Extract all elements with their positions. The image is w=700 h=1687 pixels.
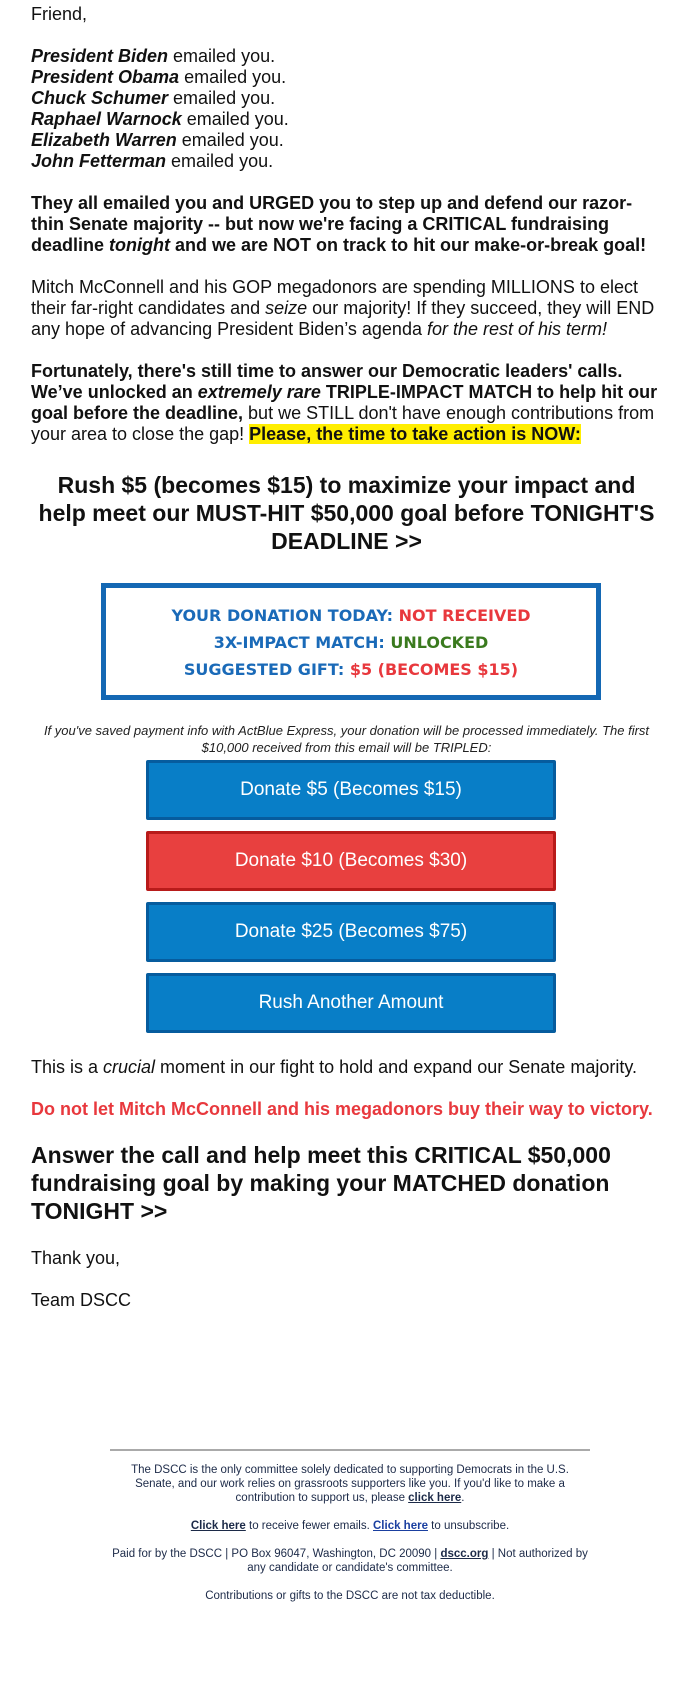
emailer-item: President Biden emailed you. [31,46,276,66]
donation-status-box [101,583,601,700]
express-note: If you've saved payment info with ActBlue Express, your donation will be processed immediately. The first $10,000 received from this email will be TRIPLED: [43,723,650,755]
donate-10-button[interactable]: Donate $10 (Becomes $30) [146,831,556,891]
emailer-item: Raphael Warnock emailed you. [31,109,289,129]
thanks: Thank you, [31,1248,121,1268]
donate-25-button[interactable]: Donate $25 (Becomes $75) [146,902,556,962]
paragraph-match: Fortunately, there's still time to answer our Democratic leaders' calls. We’ve unlocked an extremely rare TRIPLE-IMPACT MATCH to help hit our goal before the deadline, but we STILL don't have enough contributions from your area to close the gap! Please, the time to take action is NOW: [31,361,658,444]
donate-5-button[interactable]: Donate $5 (Becomes $15) [146,760,556,820]
footer-tax: Contributions or gifts to the DSCC are not tax deductible. [205,1590,495,1602]
footer-about: The DSCC is the only committee solely dedicated to supporting Democrats in the U.S. Senate, and our work relies on grassroots supporters like you. If you'd like to make a contribution to support us, please click here. [131,1464,569,1504]
paragraph-urged: They all emailed you and URGED you to step up and defend our razor-thin Senate majority -- but now we're facing a CRITICAL fundraising deadline tonight and we are NOT on track to hit our make-or-break goal! [31,193,647,255]
status-row-donation: YOUR DONATION TODAY: NOT RECEIVED [171,606,531,625]
unsubscribe-link[interactable]: Click here [373,1520,428,1532]
emailer-item: John Fetterman emailed you. [31,151,274,171]
emailer-item: Elizabeth Warren emailed you. [31,130,284,150]
signature: Team DSCC [31,1290,132,1310]
contribute-link[interactable]: click here [408,1492,462,1504]
dscc-site-link[interactable]: dscc.org [440,1548,489,1560]
greeting: Friend, [31,4,88,24]
footer-email-prefs: Click here to receive fewer emails. Click here to unsubscribe. [190,1520,510,1532]
emailer-item: Chuck Schumer emailed you. [31,88,276,108]
fewer-emails-link[interactable]: Click here [190,1520,246,1532]
emailer-list [31,46,662,172]
paragraph-mcconnell: Mitch McConnell and his GOP megadonors are spending MILLIONS to elect their far-right candidates and seize our majority! If they succeed, they will END any hope of advancing President Biden’s agenda for the rest of his term! [31,277,655,339]
paragraph-crucial: This is a crucial moment in our fight to hold and expand our Senate majority. [31,1057,637,1077]
other-amount-button[interactable]: Rush Another Amount [146,973,556,1033]
closing-headline-link[interactable]: Answer the call and help meet this CRITICAL $50,000 fundraising goal by making your MATCHED donation TONIGHT >> [31,1142,611,1224]
headline-link[interactable]: Rush $5 (becomes $15) to maximize your impact and help meet our MUST-HIT $50,000 goal before TONIGHT'S DEADLINE >> [38,472,655,554]
highlighted-call-to-action: Please, the time to take action is NOW: [249,424,581,444]
status-row-gift: SUGGESTED GIFT: $5 (BECOMES $15) [183,660,519,679]
status-row-match: 3X-IMPACT MATCH: UNLOCKED [213,633,489,652]
emailer-item: President Obama emailed you. [31,67,287,87]
footer-disclaimer: Paid for by the DSCC | PO Box 96047, Washington, DC 20090 | dscc.org | Not authorized by any candidate or candidate's committee. [112,1548,588,1574]
warning-text: Do not let Mitch McConnell and his megadonors buy their way to victory. [31,1099,653,1119]
footer [110,1449,590,1603]
